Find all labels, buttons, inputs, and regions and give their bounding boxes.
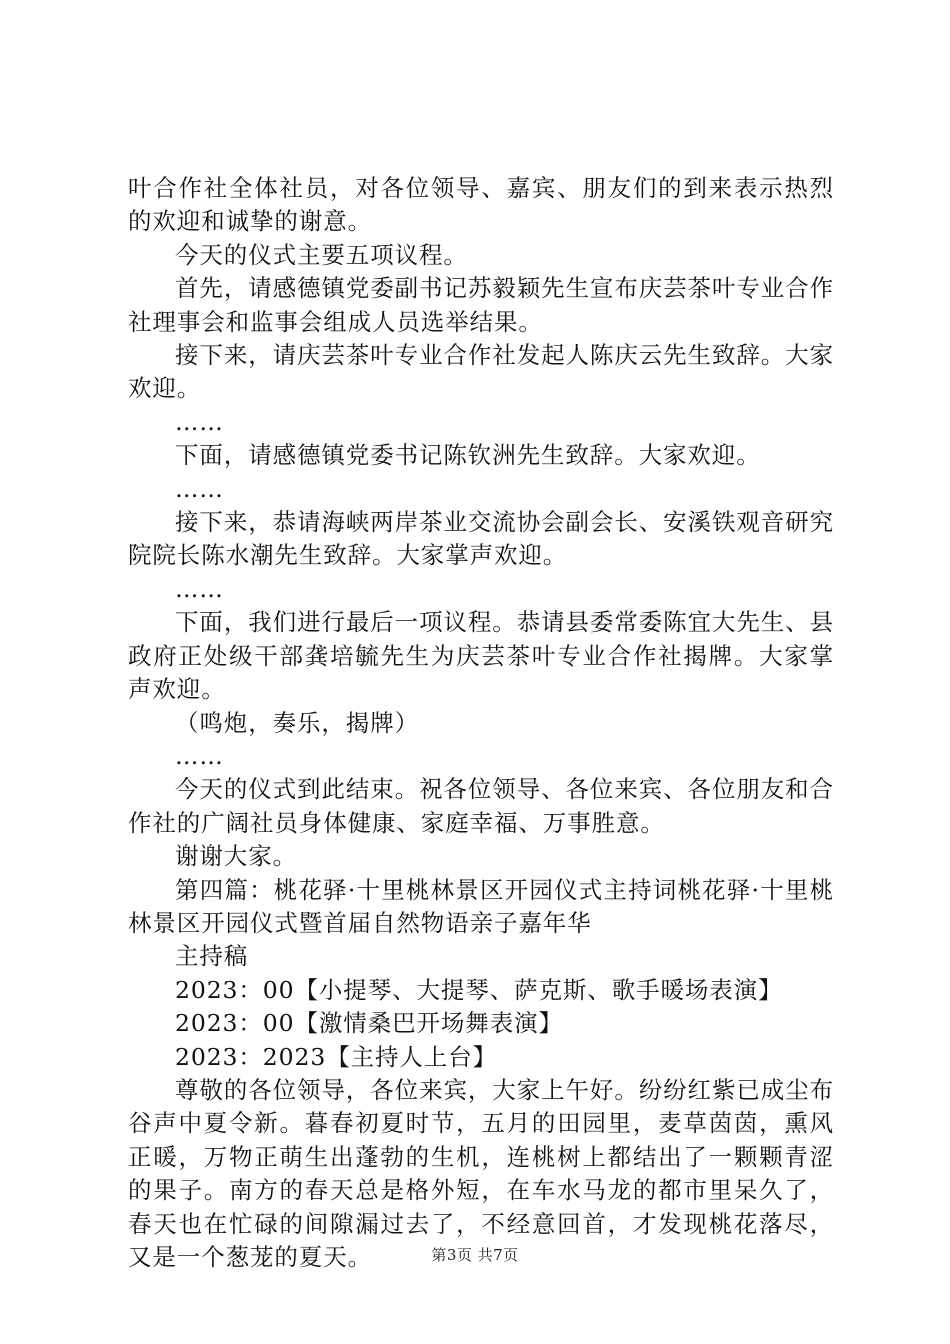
paragraph: 尊敬的各位领导，各位来宾，大家上午好。纷纷红紫已成尘布谷声中夏令新。暮春初夏时节，五月的田园里，麦草茵茵，熏风正暖，万物正萌生出蓬勃的生机，连桃树上都结出了一颗颗青涩的果子。南方的春天总是格外短，在车水马龙的都市里呆久了，春天也在忙碌的间隙漏过去了，不经意回首，才发现桃花落尽，又是一个葱茏的夏天。 [128, 1075, 834, 1271]
paragraph: 接下来，请庆芸茶叶专业合作社发起人陈庆云先生致辞。大家欢迎。 [128, 341, 834, 403]
page-number-footer: 第3页 共7页 [431, 1246, 519, 1264]
stage-direction: （鸣炮，奏乐，揭牌） [175, 708, 419, 737]
ellipsis-line: …… [175, 574, 224, 603]
document-body [128, 172, 834, 1274]
schedule-item: 2023：2023【主持人上台】 [175, 1042, 498, 1071]
paragraph: 谢谢大家。 [175, 842, 297, 871]
paragraph: 今天的仪式主要五项议程。 [175, 240, 468, 269]
paragraph: 首先，请感德镇党委副书记苏毅颖先生宣布庆芸茶叶专业合作社理事会和监事会组成人员选举结果。 [128, 274, 834, 336]
paragraph: 今天的仪式到此结束。祝各位领导、各位来宾、各位朋友和合作社的广阔社员身体健康、家庭幸福、万事胜意。 [128, 775, 834, 837]
schedule-item: 2023：00【激情桑巴开场舞表演】 [175, 1009, 563, 1038]
ellipsis-line: …… [175, 474, 224, 503]
paragraph: 主持稿 [175, 942, 249, 971]
paragraph: 下面，我们进行最后一项议程。恭请县委常委陈宜大先生、县政府正处级干部龚培毓先生为庆芸茶叶专业合作社揭牌。大家掌声欢迎。 [128, 608, 834, 704]
ellipsis-line: …… [175, 741, 224, 770]
paragraph: 下面，请感德镇党委书记陈钦洲先生致辞。大家欢迎。 [175, 441, 761, 470]
schedule-item: 2023：00【小提琴、大提琴、萨克斯、歌手暖场表演】 [175, 975, 783, 1004]
paragraph: 叶合作社全体社员，对各位领导、嘉宾、朋友们的到来表示热烈的欢迎和诚挚的谢意。 [128, 174, 834, 236]
paragraph: 接下来，恭请海峡两岸茶业交流协会副会长、安溪铁观音研究院院长陈水潮先生致辞。大家掌声欢迎。 [128, 508, 834, 570]
section-heading: 第四篇：桃花驿·十里桃林景区开园仪式主持词桃花驿·十里桃林景区开园仪式暨首届自然物语亲子嘉年华 [128, 875, 834, 937]
ellipsis-line: …… [175, 407, 224, 436]
